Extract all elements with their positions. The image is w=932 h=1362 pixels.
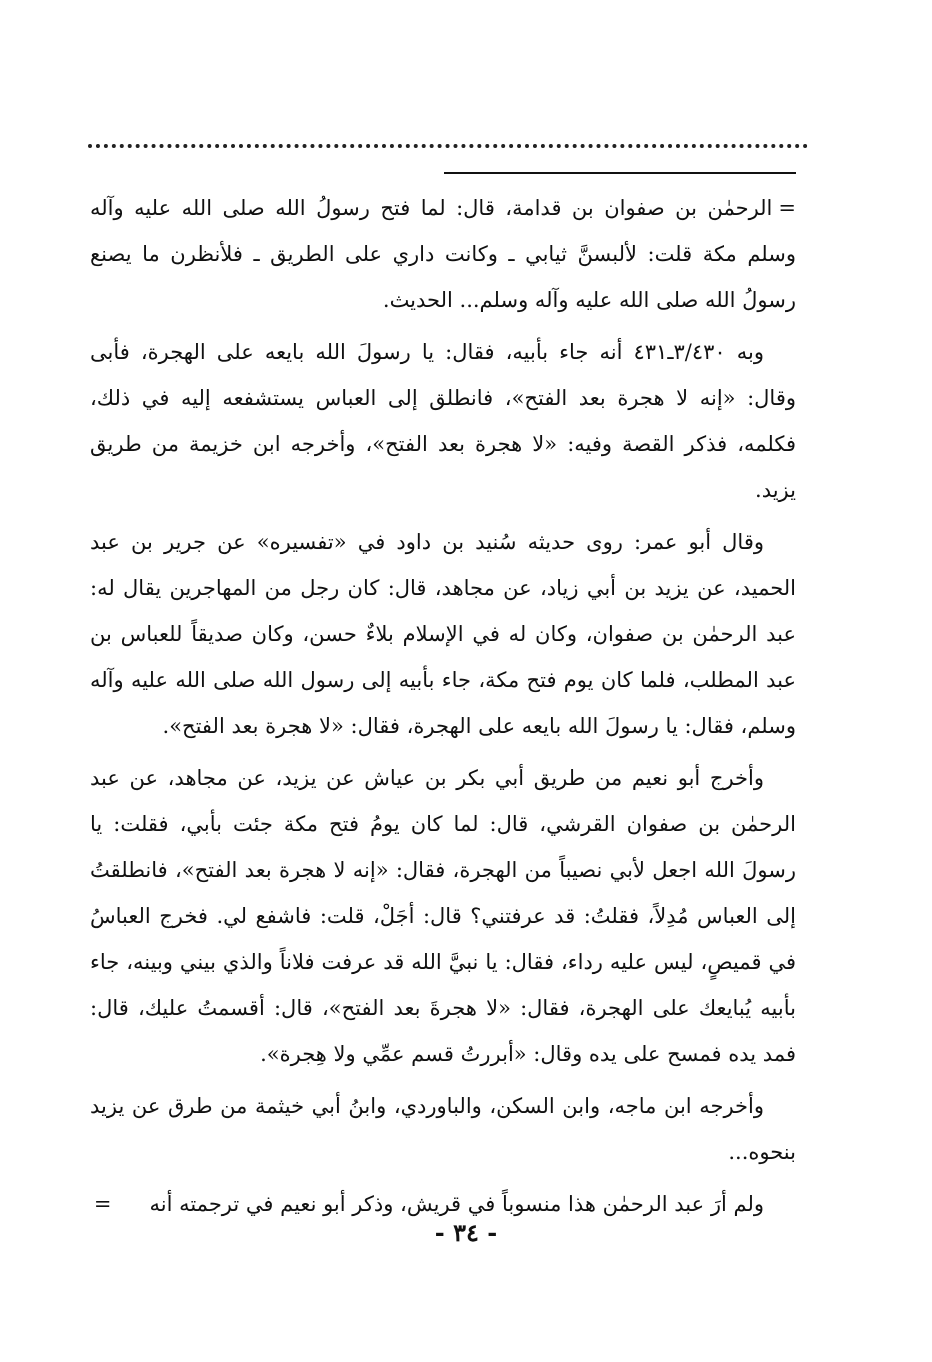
paragraph-5: وأخرجه ابن ماجه، وابن السكن، والباوردي، وابنُ أبي خيثمة من طرق عن يزيد بنحوه... bbox=[90, 1094, 796, 1164]
trailing-mark: = bbox=[93, 1192, 112, 1216]
paragraph-4: وأخرج أبو نعيم من طريق أبي بكر بن عياش عن يزيد، عن مجاهد، عن عبد الرحمٰن بن صفوان القرشي، قال: لما كان يومُ فتح مكة جئت بأبي، فقلت: يا رسولَ الله اجعل لأبي نصيباً من الهجرة، فقال: «إنه لا هجرة بعد الفتح»، فانطلقتُ إلى العباس مُدِلاً، فقلتُ: قد عرفتني؟ قال: أجَلْ، قلت: فاشفع لي. فخرج العباسُ في قميصٍ، ليس عليه رداء، فقال: يا نبيَّ الله قد عرفت فلاناً والذي بيني وبينه، جاء بأبيه يُبايعك على الهجرة، فقال: «لا هجرةَ بعد الفتح»، قال: أقسمتُ عليك، قال: فمد يده فمسح على يده وقال: «أبررتُ قسم عمِّي ولا هِجرة». bbox=[90, 766, 796, 1066]
paragraph-3: وقال أبو عمر: روى حديثه سُنيد بن داود في «تفسيره» عن جرير بن عبد الحميد، عن يزيد بن أبي زياد، عن مجاهد، قال: كان رجل من المهاجرين يقال له: عبد الرحمٰن بن صفوان، وكان له في الإسلام بلاءٌ حسن، وكان صديقاً للعباس بن عبد المطلب، فلما كان يوم فتح مكة، جاء بأبيه إلى رسول الله صلى الله عليه وآله وسلم، فقال: يا رسولَ الله بايعه على الهجرة، فقال: «لا هجرة بعد الفتح». bbox=[90, 530, 796, 738]
page-number: - ٣٤ - bbox=[434, 1218, 498, 1247]
footnote-rule bbox=[444, 172, 796, 174]
paragraph-2: وبه ٣/٤٣٠ـ٤٣١ أنه جاء بأبيه، فقال: يا رسولَ الله بايعه على الهجرة، فأبى وقال: «إنه لا هجرة بعد الفتح»، فانطلق إلى العباس يستشفعه إليه في ذلك، فكلمه، فذكر القصة وفيه: «لا هجرة بعد الفتح»، وأخرجه ابن خزيمة من طريق يزيد. bbox=[90, 340, 796, 502]
continuation-mark: = bbox=[778, 196, 796, 220]
dotted-separator bbox=[88, 144, 808, 148]
footnote-text bbox=[90, 185, 796, 1233]
paragraph-1-text: الرحمٰن بن صفوان بن قدامة، قال: لما فتح رسولُ الله صلى الله عليه وآله وسلم مكة قلت: لألبسنَّ ثيابي ـ وكانت داري على الطريق ـ فلأنظرن ما يصنع رسولُ الله صلى الله عليه وآله وسلم... الحديث. bbox=[90, 196, 797, 312]
paragraph-1 bbox=[90, 185, 796, 323]
paragraph-6-text: ولم أرَ عبد الرحمٰن هذا منسوباً في قريش، وذكر أبو نعيم في ترجمته أنه bbox=[149, 1192, 764, 1216]
